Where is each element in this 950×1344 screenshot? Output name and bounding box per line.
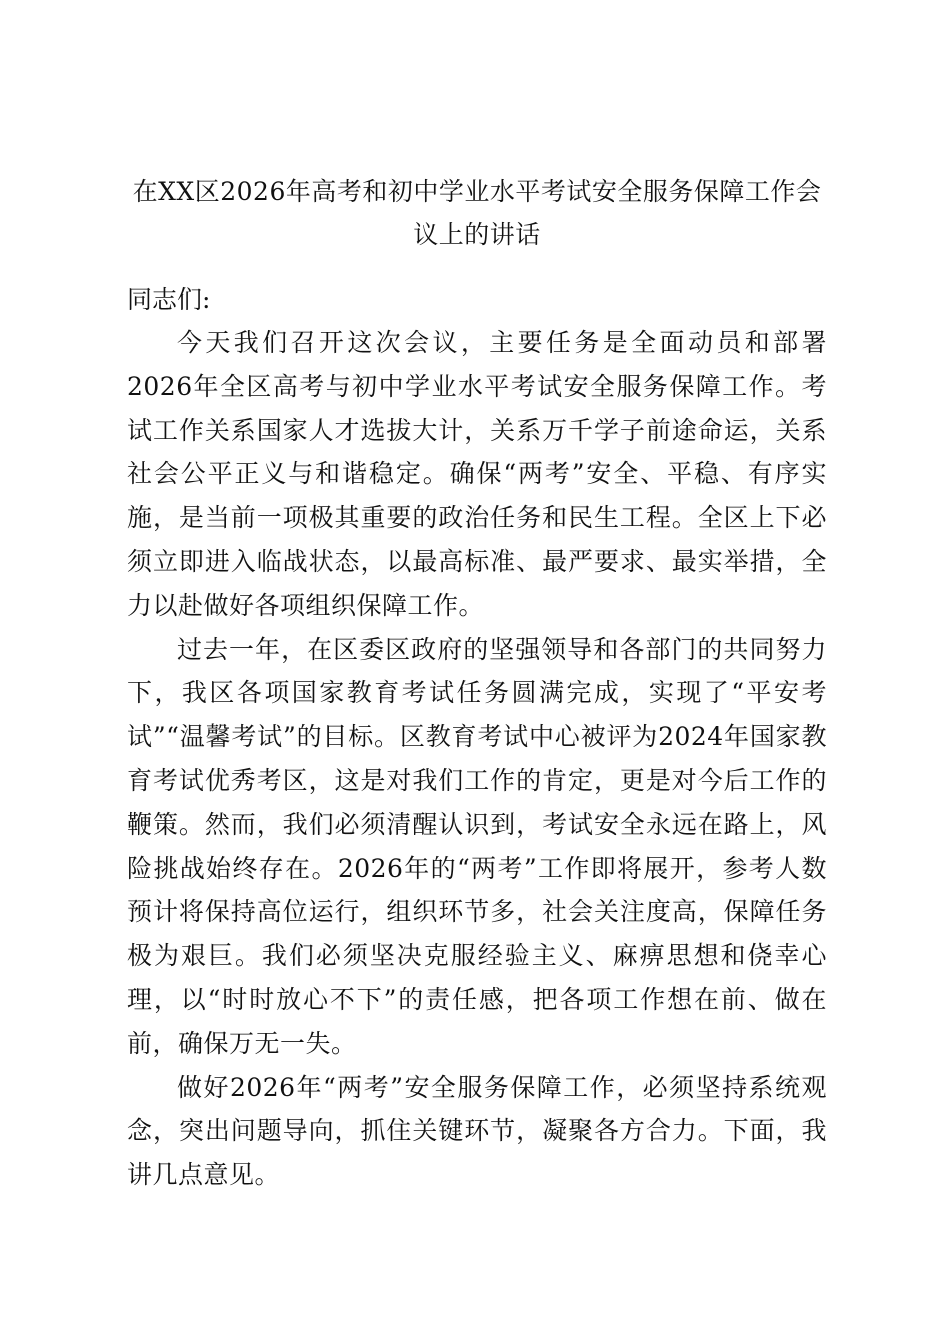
paragraph-opening: 今天我们召开这次会议，主要任务是全面动员和部署2026年全区高考与初中学业水平考试安全服务保障工作。考试工作关系国家人才选拔大计，关系万千学子前途命运，关系社会公平正义与和谐稳定。确保“两考”安全、平稳、有序实施，是当前一项极其重要的政治任务和民生工程。全区上下必须立即进入临战状态，以最高标准、最严要求、最实举措，全力以赴做好各项组织保障工作。 <box>127 328 827 620</box>
title-line-1: 在XX区2026年高考和初中学业水平考试安全服务保障工作会 <box>132 177 822 206</box>
paragraph-outline: 做好2026年“两考”安全服务保障工作，必须坚持系统观念，突出问题导向，抓住关键环节，凝聚各方合力。下面，我讲几点意见。 <box>127 1072 827 1190</box>
paragraph-review: 过去一年，在区委区政府的坚强领导和各部门的共同努力下，我区各项国家教育考试任务圆满完成，实现了“平安考试”“温馨考试”的目标。区教育考试中心被评为2024年国家教育考试优秀考区，这是对我们工作的肯定，更是对今后工作的鞭策。然而，我们必须清醒认识到，考试安全永远在路上，风险挑战始终存在。2026年的“两考”工作即将展开，参考人数预计将保持高位运行，组织环节多，社会关注度高，保障任务极为艰巨。我们必须坚决克服经验主义、麻痹思想和侥幸心理，以“时时放心不下”的责任感，把各项工作想在前、做在前，确保万无一失。 <box>127 634 827 1058</box>
document-body <box>127 170 827 1197</box>
document-title <box>127 170 827 256</box>
salutation: 同志们: <box>127 285 211 314</box>
title-line-2: 议上的讲话 <box>413 220 541 249</box>
